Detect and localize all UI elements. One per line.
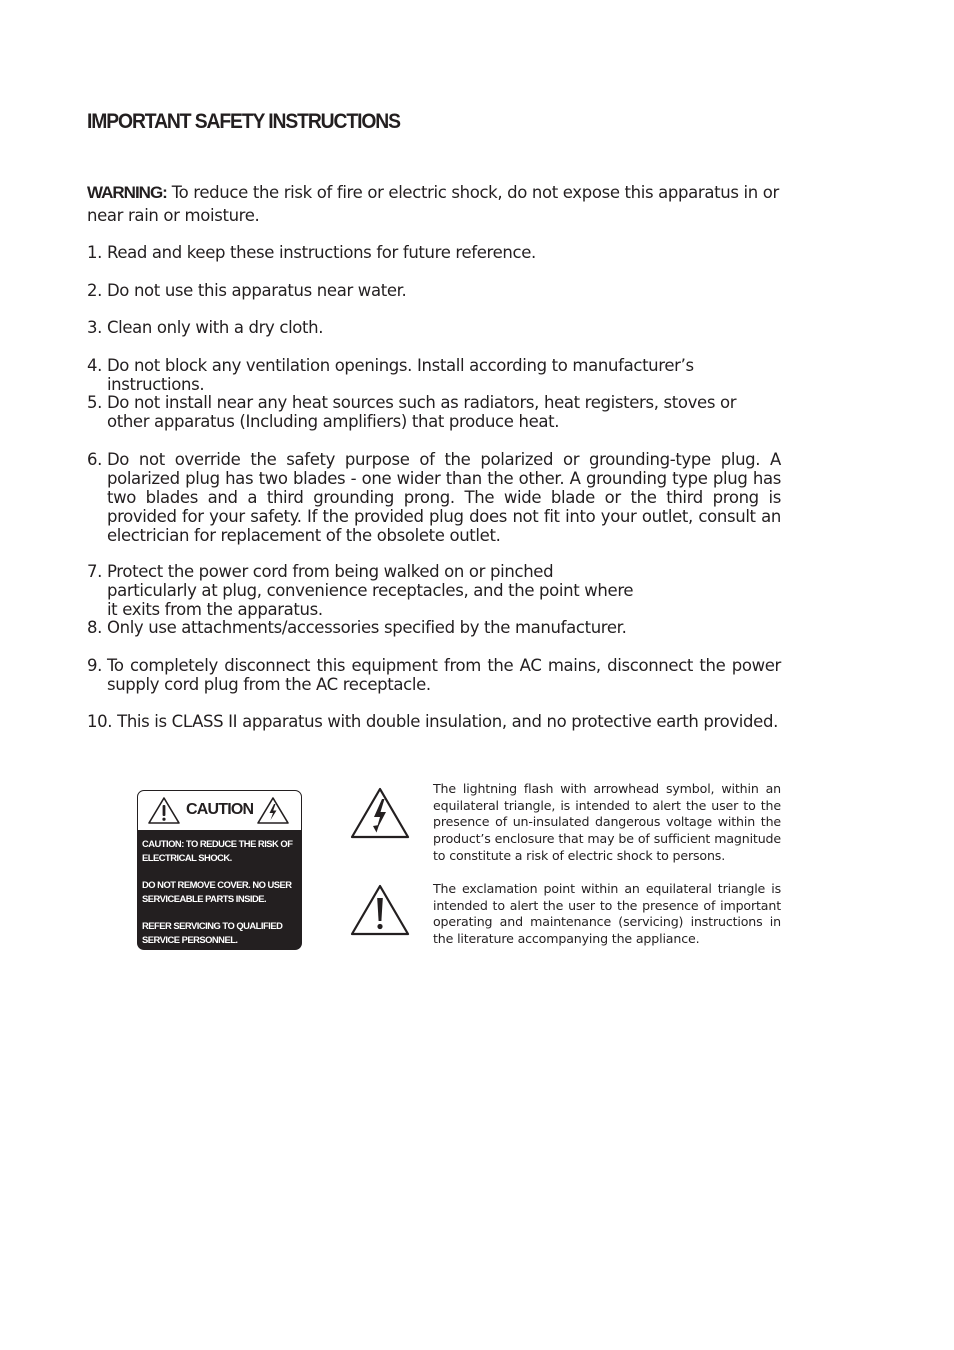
instruction-item-6 [87, 450, 781, 545]
lightning-symbol-description: The lightning flash with arrowhead symbol, within an equilateral triangle, is intended to alert the user to the presence of un-insulated dangerous voltage within the product’s enclosure that may be of sufficient magnitude to constitute a risk of electric shock to persons. [433, 781, 781, 863]
instruction-text: Only use attachments/accessories specified by the manufacturer. [106, 618, 627, 637]
instruction-number: 3. [87, 318, 107, 337]
instruction-text: This is CLASS II apparatus with double insulation, and no protective earth provided. [117, 712, 778, 731]
instruction-text: Do not install near any heat sources such as radiators, heat registers, stoves or other apparatus (Including amplifiers) that produce heat. [106, 393, 737, 431]
instruction-number: 6. [87, 450, 107, 469]
caution-heading: CAUTION [186, 801, 254, 818]
instruction-text: Protect the power cord from being walked on or pinched particularly at plug, convenience receptacles, and the point where it exits from the apparatus. [106, 562, 634, 619]
instruction-number: 7. [87, 562, 107, 581]
page-title: IMPORTANT SAFETY INSTRUCTIONS [87, 110, 400, 133]
caution-label-body [138, 831, 301, 946]
instruction-item-3 [87, 318, 781, 337]
warning-paragraph [87, 181, 781, 227]
instruction-number: 9. [87, 656, 107, 675]
exclamation-triangle-icon [147, 796, 181, 825]
instruction-number: 5. [87, 393, 107, 412]
instruction-text: Read and keep these instructions for future reference. [106, 243, 536, 262]
instruction-item-4 [87, 356, 781, 394]
instruction-item-7 [87, 562, 781, 619]
exclamation-symbol-description: The exclamation point within an equilateral triangle is intended to alert the user to the presence of important operating and maintenance (servicing) instructions in the literature accompanying the appliance. [433, 881, 781, 947]
instruction-number: 4. [87, 356, 107, 375]
instruction-text: Do not use this apparatus near water. [106, 281, 407, 300]
instruction-item-9 [87, 656, 781, 694]
exclamation-triangle-icon [349, 883, 411, 937]
caution-line: REFER SERVICING TO QUALIFIED SERVICE PERSONNEL. [142, 920, 283, 945]
instruction-text: Do not block any ventilation openings. Install according to manufacturer’s instructions. [106, 356, 694, 394]
warning-text: To reduce the risk of fire or electric shock, do not expose this apparatus in or near rain or moisture. [87, 183, 779, 225]
instruction-item-5 [87, 393, 781, 431]
instruction-number: 10. [87, 712, 118, 731]
lightning-triangle-icon [349, 786, 411, 840]
warning-label: WARNING: [87, 183, 167, 202]
instruction-item-2 [87, 281, 781, 300]
instruction-item-8 [87, 618, 781, 637]
lightning-triangle-icon [256, 796, 290, 825]
instruction-text: To completely disconnect this equipment from the AC mains, disconnect the power supply cord plug from the AC receptacle. [106, 656, 781, 694]
caution-label-header [138, 791, 301, 831]
instruction-text: Clean only with a dry cloth. [106, 318, 324, 337]
caution-line: DO NOT REMOVE COVER. NO USER SERVICEABLE PARTS INSIDE. [142, 879, 292, 904]
instruction-item-10 [87, 712, 781, 731]
caution-line: CAUTION: TO REDUCE THE RISK OF ELECTRICAL SHOCK. [142, 838, 293, 863]
instruction-number: 1. [87, 243, 107, 262]
instruction-number: 8. [87, 618, 107, 637]
instruction-text: Do not override the safety purpose of the polarized or grounding-type plug. A polarized plug has two blades - one wider than the other. A grounding type plug has two blades and a third grounding prong. The wide blade or the third prong is provided for your safety. If the provided plug does not fit into your outlet, consult an electrician for replacement of the obsolete outlet. [106, 450, 781, 545]
instruction-item-1 [87, 243, 781, 262]
instruction-number: 2. [87, 281, 107, 300]
caution-label [137, 790, 302, 950]
